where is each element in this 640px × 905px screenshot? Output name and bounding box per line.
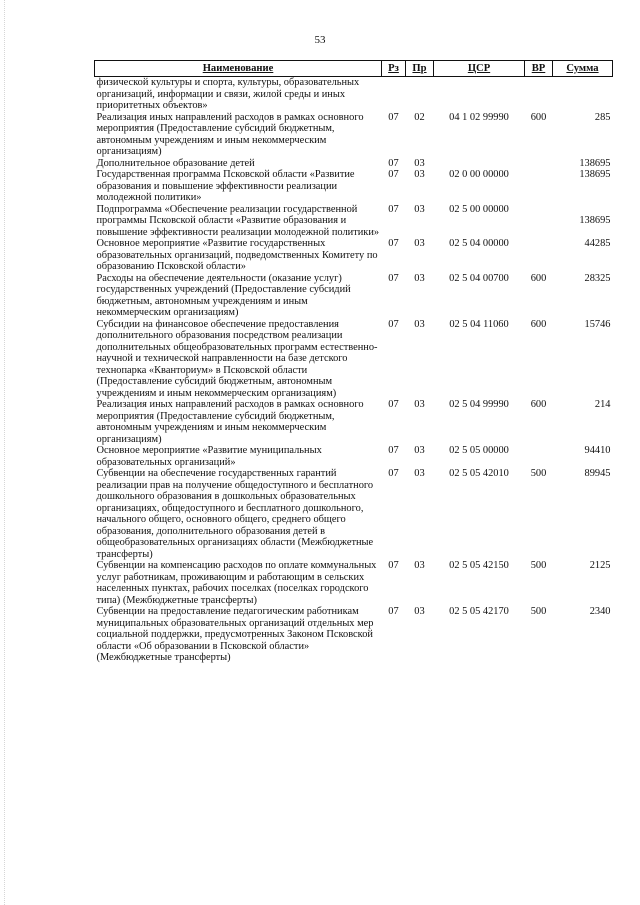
table-row	[95, 77, 613, 112]
budget-table	[94, 60, 613, 664]
table-row	[95, 273, 613, 319]
cell-name: Реализация иных направлений расходов в рамках основного мероприятия (Предоставление субсидий бюджетным, автономным учреждениям и иным некоммерческим организациям)	[96, 399, 364, 445]
cell-vr: 500	[530, 606, 547, 617]
cell-csr	[434, 158, 525, 170]
cell-vr	[525, 238, 553, 273]
header-sum: Сумма	[553, 61, 613, 77]
cell-rz: 07	[388, 203, 399, 215]
cell-name: Государственная программа Псковской области «Развитие образования и повышение эффективности реализации молодежной политики»	[96, 169, 355, 203]
cell-name: Субвенции на обеспечение государственных гарантий реализации прав на получение общедоступного и бесплатного дошкольного образования в дошкольных образовательных организациях, общедоступного и бесплатного дошкольного, начального общего, основного общего, среднего общего образования, дополнительного образования детей в общеобразовательных организациях области (Межбюджетные трансферты)	[96, 468, 374, 560]
cell-name: Основное мероприятие «Развитие государственных образовательных организаций, подведомственных Комитету по образованию Псковской области»	[96, 238, 378, 272]
table-row	[95, 238, 613, 273]
page-number: 53	[314, 34, 326, 46]
cell-pr: 03	[414, 272, 425, 284]
table-row	[95, 158, 613, 170]
table-row	[95, 169, 613, 204]
cell-rz: 07	[388, 399, 399, 410]
cell-name: Подпрограмма «Обеспечение реализации государственной программы Псковской области «Развитие образования и повышение эффективности реализации молодежной политики»	[96, 203, 380, 238]
table-body	[95, 77, 613, 664]
cell-pr: 03	[414, 468, 425, 479]
cell-rz: 07	[388, 560, 399, 571]
cell-rz: 07	[388, 238, 399, 249]
table-row	[95, 319, 613, 400]
table-row	[95, 560, 613, 606]
cell-pr: 03	[414, 606, 425, 617]
cell-name: Основное мероприятие «Развитие муниципальных образовательных организаций»	[96, 445, 322, 468]
cell-sum: 138695	[579, 157, 611, 169]
cell-csr	[434, 77, 525, 112]
cell-pr: 03	[414, 560, 425, 571]
table-row	[95, 445, 613, 468]
cell-csr: 02 5 05 00000	[449, 445, 509, 456]
cell-vr: 600	[530, 111, 547, 123]
cell-sum: 138695	[579, 214, 611, 226]
cell-vr: 500	[530, 560, 547, 571]
table-row	[95, 468, 613, 560]
cell-sum: 2125	[589, 560, 611, 571]
cell-vr	[525, 445, 553, 468]
cell-sum: 28325	[584, 272, 611, 284]
cell-vr	[525, 204, 553, 239]
cell-vr: 600	[530, 399, 547, 410]
cell-name: Дополнительное образование детей	[96, 157, 255, 169]
cell-csr: 02 0 00 00000	[449, 169, 509, 180]
table-row	[95, 399, 613, 445]
header-name: Наименование	[95, 61, 382, 77]
cell-vr	[525, 158, 553, 170]
cell-rz: 07	[388, 157, 399, 169]
cell-sum: 15746	[584, 318, 611, 330]
header-rz: Рз	[382, 61, 406, 77]
cell-sum	[553, 77, 613, 112]
cell-rz: 07	[388, 111, 399, 123]
cell-sum: 2340	[589, 606, 611, 617]
cell-csr: 02 5 04 11060	[449, 318, 509, 330]
cell-sum: 285	[594, 111, 611, 123]
cell-pr: 03	[414, 399, 425, 410]
cell-csr: 02 5 05 42150	[449, 560, 509, 571]
cell-csr: 02 5 04 99990	[449, 399, 509, 410]
table-row	[95, 606, 613, 664]
cell-sum: 44285	[584, 238, 611, 249]
cell-vr	[525, 77, 553, 112]
cell-sum: 138695	[579, 169, 611, 180]
cell-rz: 07	[388, 318, 399, 330]
cell-vr: 600	[530, 272, 547, 284]
scan-edge-marks	[4, 0, 8, 905]
cell-vr	[525, 169, 553, 204]
cell-name: Расходы на обеспечение деятельности (оказание услуг) государственных учреждений (Предоставление субсидий бюджетным, автономным учреждениям и иным некоммерческим организациям)	[96, 272, 351, 318]
header-csr: ЦСР	[434, 61, 525, 77]
cell-pr: 03	[414, 238, 425, 249]
cell-name: физической культуры и спорта, культуры, образовательных организаций, информации и связи, жилой среды и иных приоритетных объектов»	[96, 77, 360, 111]
cell-rz: 07	[388, 169, 399, 180]
cell-vr: 600	[530, 318, 547, 330]
cell-rz: 07	[388, 468, 399, 479]
cell-pr: 03	[414, 318, 425, 330]
cell-csr: 02 5 05 42170	[449, 606, 509, 617]
cell-pr	[406, 77, 434, 112]
table-row	[95, 112, 613, 158]
header-vr: ВР	[525, 61, 553, 77]
cell-name: Субвенции на предоставление педагогическим работникам муниципальных образовательных организаций отдельных мер социальной поддержки, предусмотренных Законом Псковской области «Об образовании в Псковской области» (Межбюджетные трансферты)	[96, 606, 374, 663]
cell-rz: 07	[388, 272, 399, 284]
cell-csr: 02 5 05 42010	[449, 468, 509, 479]
cell-sum: 214	[594, 399, 611, 410]
cell-name: Субвенции на компенсацию расходов по оплате коммунальных услуг работникам, проживающим и работающим в сельских населенных пунктах, рабочих поселках (поселках городского типа) (Межбюджетные трансферты)	[96, 560, 377, 606]
header-pr: Пр	[406, 61, 434, 77]
cell-pr: 02	[414, 111, 425, 123]
cell-csr: 02 5 04 00000	[449, 238, 509, 249]
cell-sum: 89945	[584, 468, 611, 479]
cell-rz	[382, 77, 406, 112]
cell-csr: 02 5 04 00700	[449, 272, 509, 284]
cell-sum: 94410	[584, 445, 611, 456]
cell-csr: 04 1 02 99990	[449, 111, 509, 123]
cell-pr: 03	[414, 445, 425, 456]
cell-rz: 07	[388, 606, 399, 617]
cell-pr: 03	[414, 169, 425, 180]
cell-csr: 02 5 00 00000	[449, 203, 509, 215]
table-row	[95, 204, 613, 239]
cell-name: Реализация иных направлений расходов в рамках основного мероприятия (Предоставление субсидий бюджетным, автономным учреждениям и иным некоммерческим организациям)	[96, 111, 364, 157]
cell-vr: 500	[530, 468, 547, 479]
cell-pr: 03	[414, 203, 425, 215]
cell-pr: 03	[414, 157, 425, 169]
cell-rz: 07	[388, 445, 399, 456]
cell-name: Субсидии на финансовое обеспечение предоставления дополнительного образования посредством реализации дополнительных общеобразовательных программ естественно-научной и технической направленности на базе детского технопарка «Кванториум» в Псковской области (Предоставление субсидий бюджетным, автономным учреждениям и иным некоммерческим организациям)	[96, 318, 378, 399]
table-header	[95, 61, 613, 77]
